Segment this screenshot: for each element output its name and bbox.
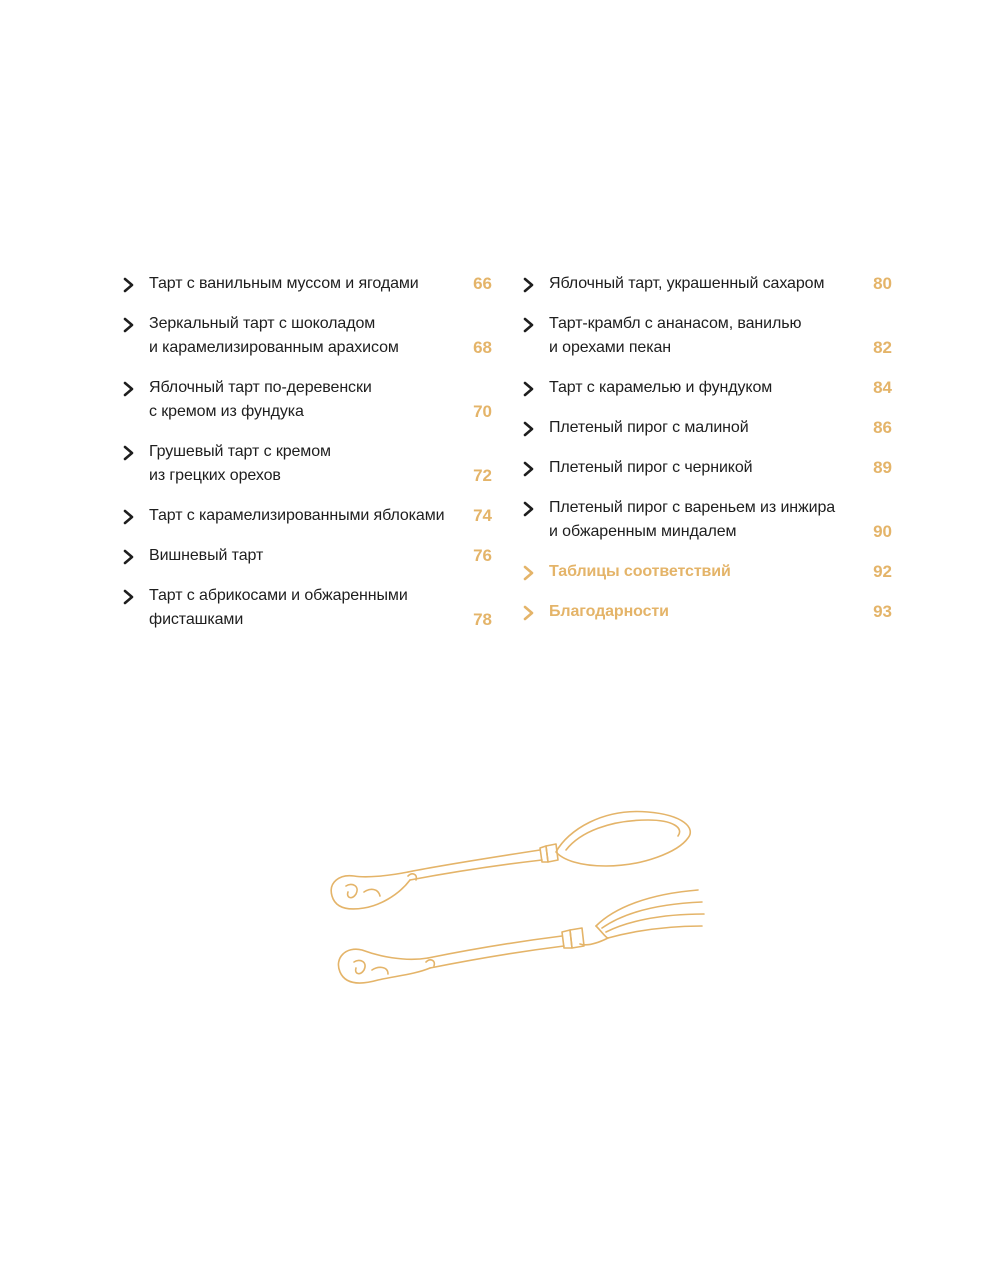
toc-item-page: 84	[873, 378, 892, 397]
chevron-right-icon	[522, 420, 536, 438]
toc-item-title: Плетеный пирог с черникой	[549, 459, 753, 476]
toc-item[interactable]	[522, 416, 892, 440]
toc-item-page: 93	[873, 602, 892, 621]
chevron-right-icon	[522, 276, 536, 294]
toc-item-page: 66	[473, 274, 492, 293]
chevron-right-icon	[522, 380, 536, 398]
chevron-right-icon	[522, 604, 536, 622]
chevron-right-icon	[122, 380, 136, 398]
toc-item[interactable]	[122, 504, 492, 528]
toc-item-page: 74	[473, 506, 492, 525]
toc-item-title: Грушевый тарт с кремом из грецких орехов	[149, 443, 331, 484]
toc-item-title: Таблицы соответствий	[549, 563, 731, 580]
toc-item-page: 72	[473, 466, 492, 485]
chevron-right-icon	[522, 460, 536, 478]
chevron-right-icon	[122, 588, 136, 606]
toc-item[interactable]	[522, 496, 892, 544]
toc-item-page: 82	[873, 338, 892, 357]
chevron-right-icon	[522, 500, 536, 518]
chevron-right-icon	[522, 564, 536, 582]
chevron-right-icon	[522, 316, 536, 334]
toc-item[interactable]	[122, 584, 492, 632]
chevron-right-icon	[122, 276, 136, 294]
toc-item-page: 92	[873, 562, 892, 581]
toc-item-title: Плетеный пирог с вареньем из инжира и обжаренным миндалем	[549, 499, 836, 540]
toc-item-title: Тарт-крамбл с ананасом, ванилью и орехами пекан	[549, 315, 802, 356]
toc-item[interactable]	[522, 376, 892, 400]
toc-item-tables[interactable]	[522, 560, 892, 584]
toc-item[interactable]	[522, 456, 892, 480]
toc-column-right	[522, 272, 892, 640]
toc-item-title: Яблочный тарт, украшенный сахаром	[549, 275, 825, 292]
spoon-and-fork-illustration	[318, 800, 710, 1000]
toc-item-page: 86	[873, 418, 892, 437]
chevron-right-icon	[122, 316, 136, 334]
toc-item-title: Зеркальный тарт с шоколадом и карамелизированным арахисом	[149, 315, 399, 356]
toc-item-title: Тарт с карамелизированными яблоками	[149, 507, 445, 524]
fork-icon	[338, 890, 704, 983]
toc-item[interactable]	[522, 272, 892, 296]
toc-item[interactable]	[522, 312, 892, 360]
toc-item[interactable]	[122, 272, 492, 296]
toc-item-page: 90	[873, 522, 892, 541]
toc-item-title: Тарт с абрикосами и обжаренными фисташками	[149, 587, 408, 628]
toc-item-page: 89	[873, 458, 892, 477]
toc-item[interactable]	[122, 544, 492, 568]
toc-item-title: Тарт с карамелью и фундуком	[549, 379, 773, 396]
toc-item-title: Плетеный пирог с малиной	[549, 419, 749, 436]
toc-item[interactable]	[122, 312, 492, 360]
toc-item-page: 76	[473, 546, 492, 565]
toc-item-title: Благодарности	[549, 603, 669, 620]
chevron-right-icon	[122, 508, 136, 526]
spoon-icon	[331, 812, 690, 909]
toc-item[interactable]	[122, 376, 492, 424]
toc-item-page: 78	[473, 610, 492, 629]
toc-item-page: 70	[473, 402, 492, 421]
toc-column-left	[122, 272, 492, 648]
toc-item-page: 68	[473, 338, 492, 357]
toc-item-title: Вишневый тарт	[149, 547, 264, 564]
toc-item-page: 80	[873, 274, 892, 293]
chevron-right-icon	[122, 548, 136, 566]
toc-item-acknowledgements[interactable]	[522, 600, 892, 624]
toc-item[interactable]	[122, 440, 492, 488]
toc-item-title: Тарт с ванильным муссом и ягодами	[149, 275, 419, 292]
chevron-right-icon	[122, 444, 136, 462]
toc-item-title: Яблочный тарт по-деревенски с кремом из фундука	[149, 379, 372, 420]
